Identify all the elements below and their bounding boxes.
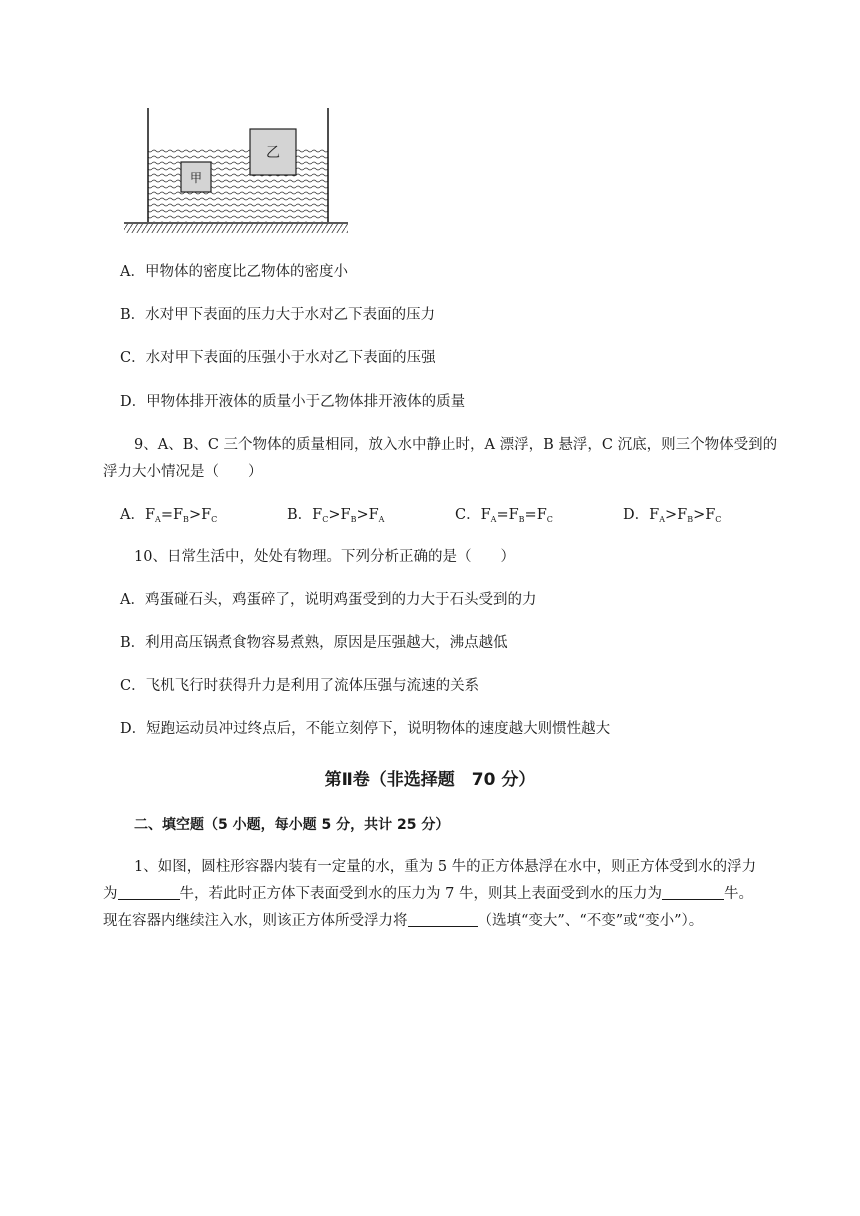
fill1-line1: 1、如图，圆柱形容器内装有一定量的水，重为 5 牛的正方体悬浮在水中，则正方体受到水的浮力 [134,859,757,875]
q10-option-c: C．飞机飞行时获得升力是利用了流体压强与流速的关系 [120,678,480,694]
q9-stem-line2: 浮力大小情况是（ ） [103,464,263,480]
block-jia-label: 甲 [189,171,203,185]
q8-option-b: B．水对甲下表面的压力大于水对乙下表面的压力 [120,307,436,323]
q10-option-d: D．短跑运动员冲过终点后，不能立刻停下，说明物体的速度越大则惯性越大 [120,721,611,737]
fill1-line2: 为 牛，若此时正方体下表面受到水的压力为 7 牛，则其上表面受到水的压力为 牛。 [103,886,753,902]
container-figure [120,100,360,240]
ground-hatch [124,224,348,233]
q9-option-a: A．$F_A=F_B>F_C$ [120,507,218,524]
fill1-blank-3[interactable] [408,912,478,927]
q9-option-d: D．$F_A>F_B>F_C$ [623,507,722,524]
q8-option-a: A．甲物体的密度比乙物体的密度小 [120,264,348,280]
q9-option-c: C．$F_A=F_B=F_C$ [455,507,553,524]
q9-option-b: B．$F_C>F_B>F_A$ [287,507,385,524]
section2-heading: 二、填空题（5 小题，每小题 5 分，共计 25 分） [134,817,450,833]
q8-option-c: C．水对甲下表面的压强小于水对乙下表面的压强 [120,350,436,366]
fill1-blank-2[interactable] [662,885,724,900]
part2-title: 第Ⅱ卷（非选择题 70 分） [324,770,536,790]
q10-stem: 10、日常生活中，处处有物理。下列分析正确的是（ ） [134,549,515,565]
fill1-blank-1[interactable] [118,885,180,900]
water [148,147,328,222]
fill1-line3: 现在容器内继续注入水，则该正方体所受浮力将 （选填“变大”、“不变”或“变小”）。 [103,913,704,929]
q10-option-a: A．鸡蛋碰石头，鸡蛋碎了，说明鸡蛋受到的力大于石头受到的力 [120,592,537,608]
q8-option-d: D．甲物体排开液体的质量小于乙物体排开液体的质量 [120,394,466,410]
q10-option-b: B．利用高压锅煮食物容易煮熟，原因是压强越大，沸点越低 [120,635,508,651]
q9-stem-line1: 9、A、B、C 三个物体的质量相同，放入水中静止时，A 漂浮，B 悬浮，C 沉底，则三个物体受到的 [134,437,778,453]
block-yi-label: 乙 [266,145,280,161]
